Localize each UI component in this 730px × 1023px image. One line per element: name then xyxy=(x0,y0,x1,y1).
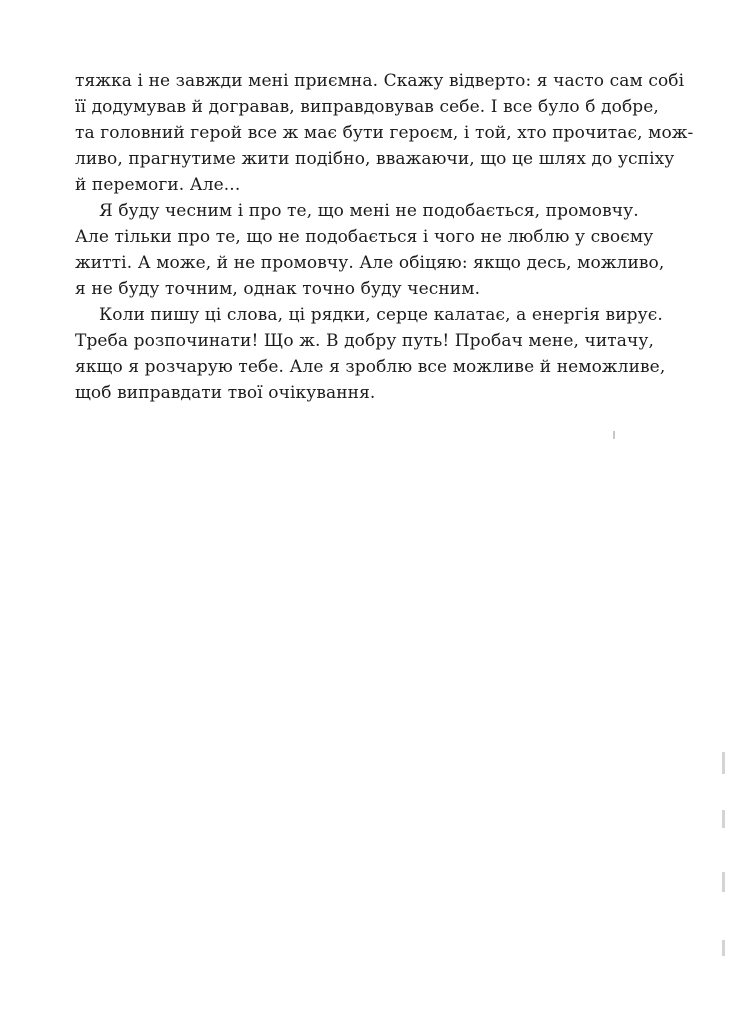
text-line: якщо я розчарую тебе. Але я зроблю все можливе й неможливе, xyxy=(75,357,666,377)
text-line: Треба розпочинати! Що ж. В добру путь! Пробач мене, читачу, xyxy=(75,331,654,351)
text-line: ливо, прагнутиме жити подібно, вважаючи, що це шлях до успіху xyxy=(75,149,675,169)
text-line: щоб виправдати твої очікування. xyxy=(75,383,376,403)
page-text xyxy=(75,68,694,406)
paragraph-1 xyxy=(75,68,694,198)
text-line: Але тільки про те, що не подобається і чого не люблю у своєму xyxy=(75,227,654,247)
text-line: Я буду чесним і про те, що мені не подобається, промовчу. xyxy=(99,201,639,221)
text-line: Коли пишу ці слова, ці рядки, серце калатає, а енергія вирує. xyxy=(99,305,663,325)
page-edge-shadow xyxy=(722,752,725,774)
text-line: тяжка і не завжди мені приємна. Скажу відверто: я часто сам собі xyxy=(75,71,685,91)
page-edge-shadow xyxy=(722,872,725,892)
scan-speck xyxy=(613,431,615,439)
text-line: та головний герой все ж має бути героєм, і той, хто прочитає, мож- xyxy=(75,123,694,143)
text-line: я не буду точним, однак точно буду чесним. xyxy=(75,279,481,299)
text-line: її додумував й догравав, виправдовував себе. І все було б добре, xyxy=(75,97,659,117)
text-line: житті. А може, й не промовчу. Але обіцяю: якщо десь, можливо, xyxy=(75,253,665,273)
page-edge-shadow xyxy=(722,940,725,956)
paragraph-2 xyxy=(75,198,665,302)
text-line: й перемоги. Але... xyxy=(75,175,241,195)
paragraph-3 xyxy=(75,302,666,406)
page-edge-shadow xyxy=(722,810,725,828)
